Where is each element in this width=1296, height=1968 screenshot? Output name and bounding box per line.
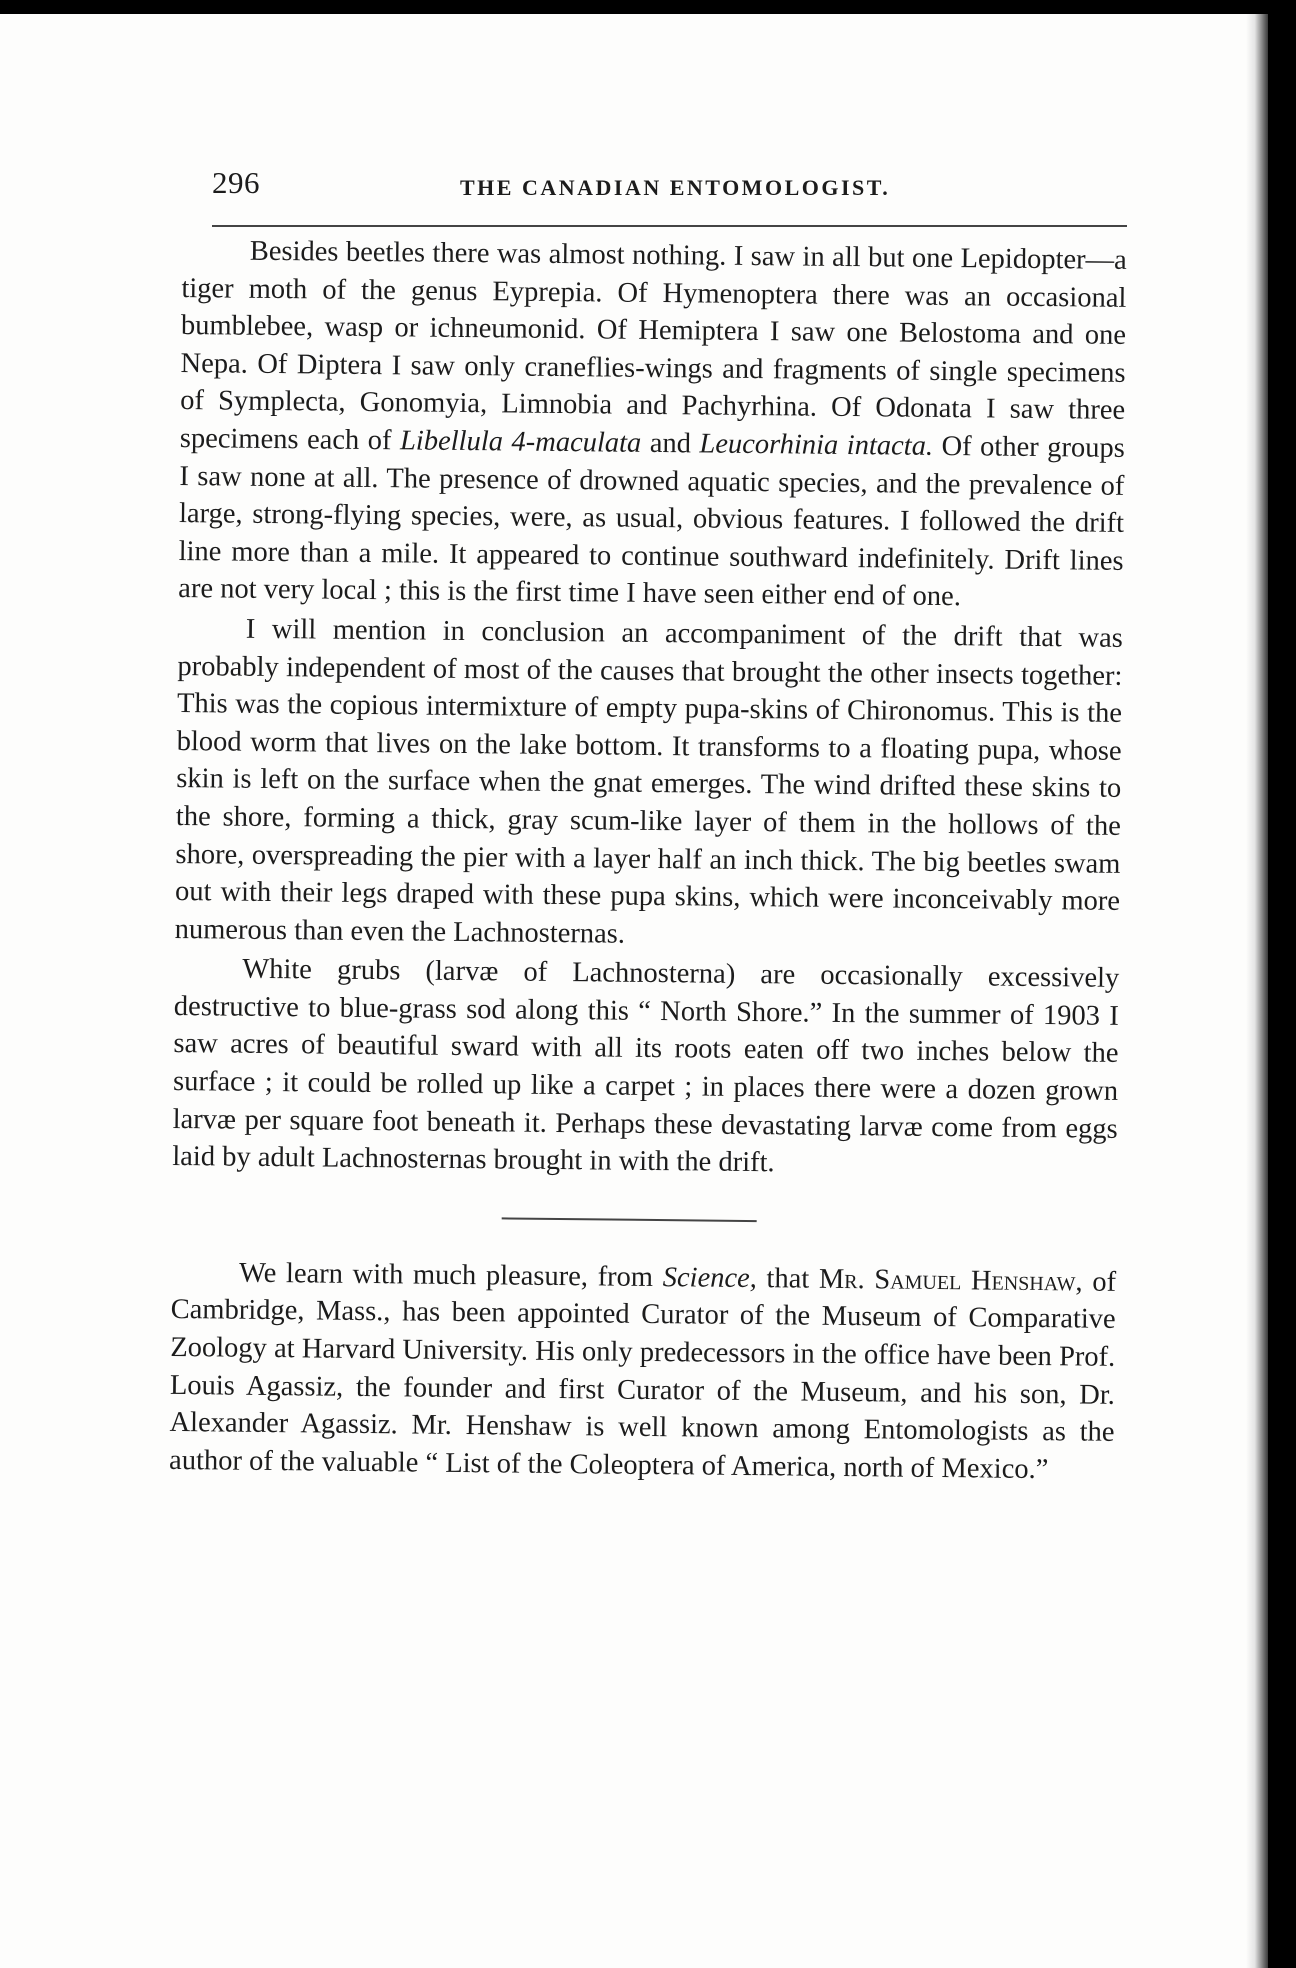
text-run: of Cambridge, Mass., has been appointed Curator of the Museum of Comparative Zoology at Harvard University. His only predecessors in the office have been Prof. Louis Agassiz, the founder and first Curator of the Museum, and his son, Dr. Alexander Agassiz. Mr. Henshaw is well known among Entomologists as the author of the valuable “ List of the Coleoptera of America, north of Mexico.” bbox=[168, 1266, 1117, 1485]
text-run: I will mention in conclusion an accompaniment of the drift that was probably independent of most of the causes that brought the other insects together: This was the copious intermixture of empty pupa-skins of Chironomus. This is the blood worm that lives on the lake bottom. It transforms to a floating pupa, whose skin is left on the surface when the gnat emerges. The wind drifted these skins to the shore, forming a thick, gray scum-like layer of them in the hollows of the shore, overspreading the pier with a layer half an inch thick. The big beetles swam out with their legs draped with these pupa skins, which were inconceivably more numerous than even the Lachnosternas. bbox=[174, 613, 1123, 950]
italic-text: Libellula 4-maculata bbox=[399, 425, 642, 459]
text-run: We learn with much pleasure, from bbox=[238, 1257, 663, 1293]
text-run: that bbox=[756, 1262, 820, 1295]
small-caps-name: Mr. Samuel Henshaw, bbox=[818, 1263, 1083, 1298]
text-run: Besides beetles there was almost nothing. I saw in all but one Lepidopter—a tiger moth of the genus Eyprepia. Of Hymenoptera there was an occasional bumblebee, wasp or ichneumonid. Of Hemiptera I saw one Belostoma and one Nepa. Of Diptera I saw only craneflies-wings and fragments of single specimens of Symplecta, Gonomyia, Limnobia and Pachyrhina. Of Odonata I saw three specimens each of bbox=[179, 235, 1127, 457]
paragraph bbox=[178, 232, 1127, 618]
text-run: and bbox=[641, 427, 700, 460]
italic-text: Science, bbox=[662, 1261, 758, 1294]
page-gutter-shadow bbox=[1246, 14, 1268, 1968]
text-run: White grubs (larvæ of Lachnosterna) are occasionally excessively destructive to blue-grass sod along this “ North Shore.” In the summer of 1903 I saw acres of beautiful sward with all its roots eaten off two inches below the surface ; it could be rolled up like a carpet ; in places there were a dozen grown larvæ per square foot beneath it. Perhaps these devastating larvæ come from eggs laid by adult Lachnosternas brought in with the drift. bbox=[172, 953, 1120, 1179]
text-run: Of other groups I saw none at all. The presence of drowned aquatic species, and the prevalence of large, strong-flying species, were, as usual, obvious features. I followed the drift line more than a mile. It appeared to continue southward indefinitely. Drift lines are not very local ; this is the first time I have seen either end of one. bbox=[178, 430, 1125, 613]
italic-text: Leucorhinia intacta. bbox=[699, 428, 934, 462]
paragraph bbox=[174, 610, 1122, 958]
paragraph bbox=[172, 950, 1119, 1185]
page-number: 296 bbox=[212, 165, 260, 200]
page-header bbox=[212, 165, 1122, 205]
header-rule bbox=[212, 225, 1127, 227]
running-title: THE CANADIAN ENTOMOLOGIST. bbox=[460, 175, 891, 200]
paragraph bbox=[169, 1254, 1116, 1489]
section-divider bbox=[502, 1217, 757, 1222]
article-body bbox=[169, 232, 1127, 1489]
